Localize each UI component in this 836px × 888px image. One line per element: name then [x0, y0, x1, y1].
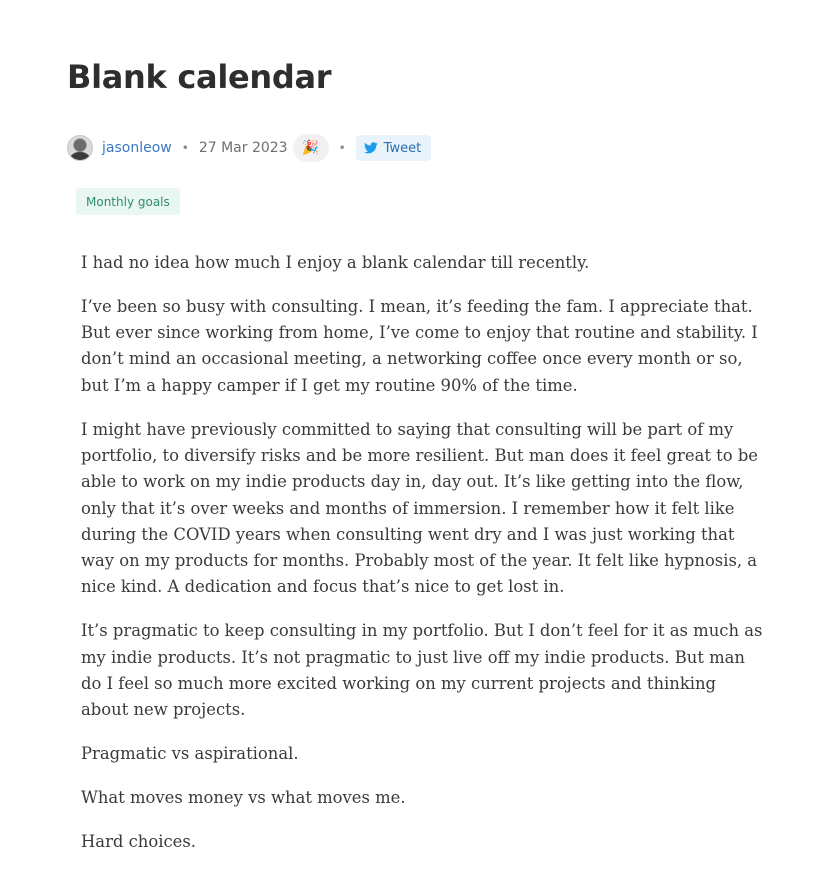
paragraph: I might have previously committed to saying that consulting will be part of my portfolio, to diversify risks and be more resilient. But man does it feel great to be able to work on my indie products day in, day out. It’s like getting into the flow, only that it’s over weeks and months of immersion. I remember how it felt like during the COVID years when consulting went dry and I was just working that way on my products for months. Probably most of the year. It felt like hypnosis, a nice kind. A dedication and focus that’s nice to get lost in. [81, 419, 759, 597]
post-meta [67, 134, 431, 162]
tweet-label: Tweet [383, 140, 422, 156]
tag-monthly-goals[interactable]: Monthly goals [76, 188, 180, 215]
paragraph: I’ve been so busy with consulting. I mean, it’s feeding the fam. I appreciate that. But ever since working from home, I’ve come to enjoy that routine and stability. I don’t mind an occasional meeting, a networking coffee once every month or so, but I’m a happy camper if I get my routine 90% of the time. [81, 296, 758, 395]
meta-separator: • [181, 141, 189, 155]
paragraph: Pragmatic vs aspirational. [81, 744, 299, 764]
post-content [81, 250, 766, 873]
twitter-bird-icon [364, 142, 378, 154]
paragraph: Hard choices. [81, 831, 196, 851]
party-popper-icon: 🎉 [301, 140, 320, 156]
avatar[interactable] [67, 135, 93, 161]
paragraph: It’s pragmatic to keep consulting in my portfolio. But I don’t feel for it as much as my indie products. It’s not pragmatic to just live off my indie products. But man do I feel so much more excited working on my current projects and thinking about new projects. [81, 621, 763, 720]
page-title: Blank calendar [67, 58, 332, 96]
post-date: 27 Mar 2023 [198, 140, 288, 156]
tweet-button[interactable] [356, 135, 432, 161]
meta-separator: • [338, 141, 346, 155]
paragraph: What moves money vs what moves me. [81, 788, 406, 808]
paragraph: I had no idea how much I enjoy a blank calendar till recently. [81, 253, 590, 272]
author-link[interactable]: jasonleow [102, 140, 172, 156]
reaction-button[interactable] [293, 134, 329, 162]
